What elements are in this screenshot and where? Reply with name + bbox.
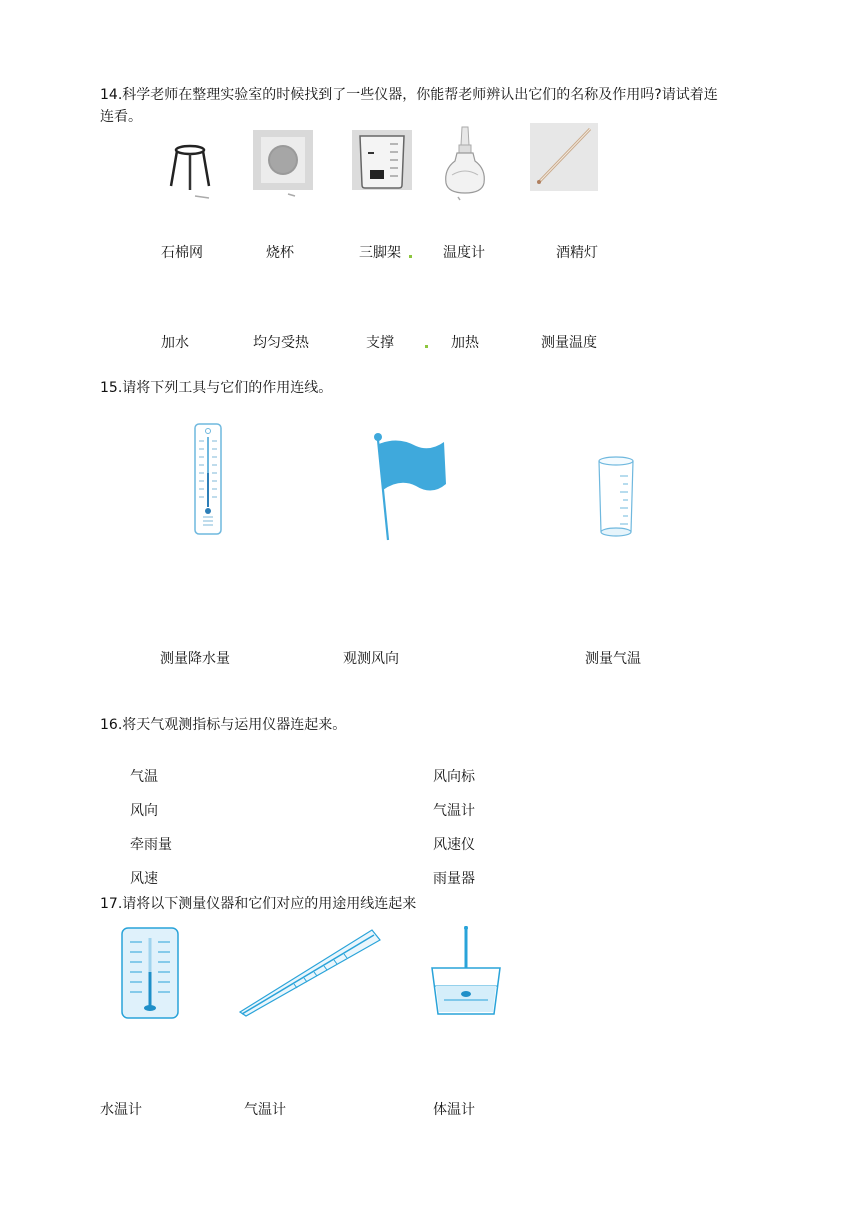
q16-right-1: 气温计 [433, 803, 475, 819]
alcohol-lamp-image [440, 125, 490, 201]
green-dot-mark [409, 255, 412, 258]
q14-prompt-line2: 连看。 [100, 109, 142, 125]
q14-name-3: 温度计 [443, 245, 485, 261]
q17-label-1: 气温计 [244, 1102, 286, 1118]
wall-thermometer-image [194, 423, 222, 535]
q16-right-0: 风向标 [433, 769, 475, 785]
q16-right-2: 风速仪 [433, 837, 475, 853]
q14-use-0: 加水 [161, 335, 189, 351]
asbestos-gauze-image [253, 130, 313, 198]
q14-use-2: 支撑 [366, 335, 394, 351]
flag-image [368, 432, 448, 544]
q14-use-4: 测量温度 [541, 335, 597, 351]
q16-prompt: 16.将天气观测指标与运用仪器连起来。 [100, 717, 347, 733]
green-dot-mark [425, 345, 428, 348]
q14-name-0: 石棉网 [161, 245, 203, 261]
q14-name-1: 烧杯 [266, 245, 294, 261]
air-thermometer-image [120, 926, 180, 1020]
q14-name-2: 三脚架 [359, 245, 401, 261]
q16-left-1: 风向 [130, 803, 158, 819]
q14-prompt-line1: 14.科学老师在整理实验室的时候找到了一些仪器，你能帮老师辨认出它们的名称及作用吗?请试着连 [100, 87, 718, 103]
q14-use-3: 加热 [451, 335, 479, 351]
q17-label-0: 水温计 [100, 1102, 142, 1118]
q14-use-1: 均匀受热 [253, 335, 309, 351]
q16-right-3: 雨量器 [433, 871, 475, 887]
q15-use-0: 测量降水量 [160, 651, 230, 667]
q17-prompt: 17.请将以下测量仪器和它们对应的用途用线连起来 [100, 896, 417, 912]
q15-prompt: 15.请将下列工具与它们的作用连线。 [100, 380, 333, 396]
q14-name-4: 酒精灯 [556, 245, 598, 261]
clinical-thermometer-image [234, 926, 384, 1018]
q16-left-3: 风速 [130, 871, 158, 887]
q16-left-0: 气温 [130, 769, 158, 785]
beaker-image [352, 130, 412, 192]
q15-use-1: 观测风向 [343, 651, 399, 667]
thermometer-photo-image [530, 123, 598, 191]
q16-left-2: 牵雨量 [130, 837, 172, 853]
rain-gauge-image [596, 456, 640, 540]
water-thermometer-image [426, 924, 506, 1020]
tripod-image [165, 140, 215, 200]
q15-use-2: 测量气温 [585, 651, 641, 667]
q17-label-2: 体温计 [433, 1102, 475, 1118]
